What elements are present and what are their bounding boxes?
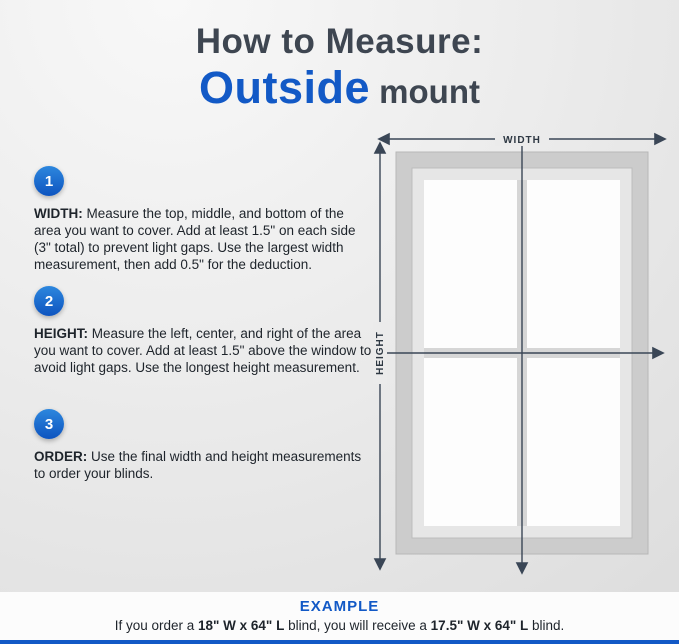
window-pane-top-left	[424, 180, 517, 348]
step-1-body: Measure the top, middle, and bottom of the area you want to cover. Add at least 1.5" on each side (3" total) to prevent light gaps. Use the largest width measurement, then add 0.5" for the deduction.	[34, 206, 356, 272]
instruction-steps	[34, 166, 374, 495]
step-3-body: Use the final width and height measurements to order your blinds.	[34, 449, 362, 481]
step-1-text	[34, 205, 374, 273]
title-line-1: How to Measure:	[195, 22, 484, 61]
example-suffix: blind.	[528, 618, 565, 633]
step-2-body: Measure the left, center, and right of the area you want to cover. Add at least 1.5" above the window to avoid light gaps. Use the longest height measurement.	[34, 326, 372, 375]
width-label: WIDTH	[503, 135, 541, 146]
title-highlight: Outside	[198, 62, 371, 113]
step-1	[34, 166, 374, 273]
example-receive-size: 17.5" W x 64" L	[430, 618, 529, 633]
title-line-2	[0, 62, 679, 114]
window-pane-top-right	[527, 180, 620, 348]
window-pane-bottom-left	[424, 358, 517, 526]
step-2	[34, 286, 374, 376]
step-1-label: WIDTH:	[34, 206, 83, 221]
height-label: HEIGHT	[375, 331, 386, 375]
example-footer	[0, 592, 679, 644]
step-1-badge: 1	[34, 166, 64, 196]
window-diagram-svg	[370, 130, 670, 590]
example-mid: blind, you will receive a	[284, 618, 431, 633]
window-pane-bottom-right	[527, 358, 620, 526]
step-2-label: HEIGHT:	[34, 326, 88, 341]
step-3-badge: 3	[34, 409, 64, 439]
page-title	[0, 22, 679, 114]
example-order-size: 18" W x 64" L	[198, 618, 285, 633]
step-3-label: ORDER:	[34, 449, 88, 464]
step-3	[34, 409, 374, 482]
title-rest: mount	[370, 73, 480, 110]
example-heading: EXAMPLE	[299, 598, 380, 615]
step-3-text	[34, 448, 374, 482]
window-measure-diagram	[370, 130, 670, 590]
step-2-badge: 2	[34, 286, 64, 316]
example-text	[0, 618, 679, 633]
example-prefix: If you order a	[114, 618, 198, 633]
step-2-text	[34, 325, 374, 376]
